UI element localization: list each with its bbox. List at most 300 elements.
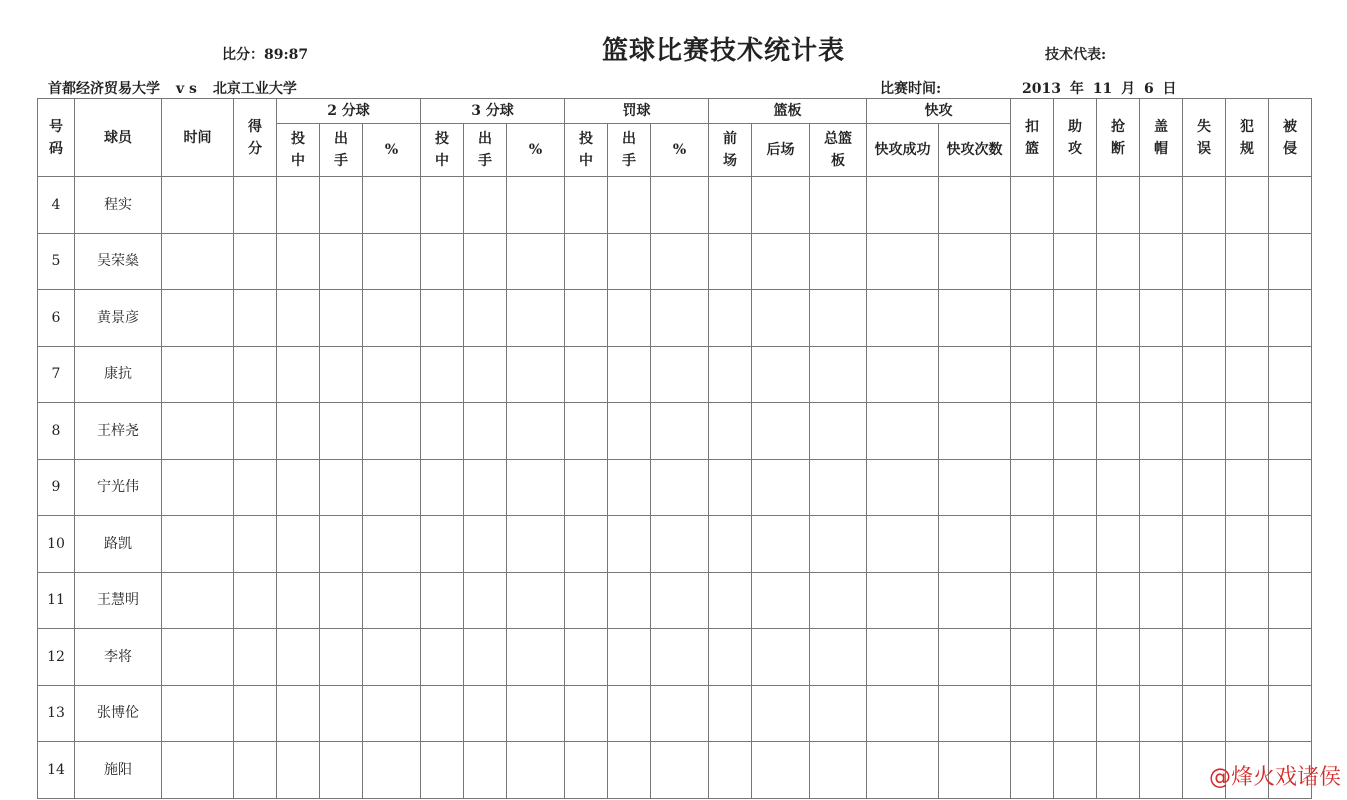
stat-cell[interactable]: [277, 290, 320, 347]
stat-cell[interactable]: [363, 516, 421, 573]
stat-cell[interactable]: [277, 742, 320, 799]
stat-cell[interactable]: [1140, 629, 1183, 686]
header-number: 号码: [38, 99, 75, 177]
stat-cell[interactable]: [867, 572, 939, 629]
stat-cell[interactable]: [1054, 403, 1097, 460]
stat-cell[interactable]: [810, 572, 867, 629]
header-points: 得分: [234, 99, 277, 177]
stat-cell[interactable]: [1140, 572, 1183, 629]
stat-cell[interactable]: [810, 685, 867, 742]
stat-cell[interactable]: [752, 629, 810, 686]
stat-cell[interactable]: [867, 516, 939, 573]
player-name: 王梓尧: [75, 403, 162, 460]
stat-cell[interactable]: [1054, 346, 1097, 403]
stat-cell[interactable]: [234, 177, 277, 234]
stat-cell[interactable]: [1011, 629, 1054, 686]
stat-cell[interactable]: [709, 742, 752, 799]
stat-cell[interactable]: [162, 685, 234, 742]
stat-cell[interactable]: [162, 290, 234, 347]
stat-cell[interactable]: [1226, 177, 1269, 234]
stat-cell[interactable]: [363, 403, 421, 460]
stat-cell[interactable]: [464, 233, 507, 290]
stat-cell[interactable]: [234, 629, 277, 686]
stat-cell[interactable]: [363, 685, 421, 742]
stat-cell[interactable]: [1269, 685, 1312, 742]
stat-cell[interactable]: [1054, 233, 1097, 290]
stat-cell[interactable]: [1011, 403, 1054, 460]
stat-cell[interactable]: [1011, 290, 1054, 347]
stat-cell[interactable]: [608, 346, 651, 403]
header-def-reb: 后场: [752, 124, 810, 177]
header-off-reb: 前场: [709, 124, 752, 177]
stat-cell[interactable]: [1097, 459, 1140, 516]
stat-cell[interactable]: [507, 403, 565, 460]
stat-cell[interactable]: [709, 629, 752, 686]
stat-cell[interactable]: [1011, 516, 1054, 573]
stat-cell[interactable]: [277, 177, 320, 234]
header-time: 时间: [162, 99, 234, 177]
stat-cell[interactable]: [421, 572, 464, 629]
stat-cell[interactable]: [1269, 629, 1312, 686]
stat-cell[interactable]: [363, 629, 421, 686]
stat-cell[interactable]: [1226, 233, 1269, 290]
stat-cell[interactable]: [464, 346, 507, 403]
stat-cell[interactable]: [320, 290, 363, 347]
stat-cell[interactable]: [651, 346, 709, 403]
stat-cell[interactable]: [810, 290, 867, 347]
stat-cell[interactable]: [1140, 233, 1183, 290]
stat-cell[interactable]: [939, 346, 1011, 403]
stat-cell[interactable]: [1183, 346, 1226, 403]
stat-cell[interactable]: [1011, 685, 1054, 742]
stat-cell[interactable]: [363, 742, 421, 799]
stat-cell[interactable]: [1269, 403, 1312, 460]
stat-cell[interactable]: [234, 516, 277, 573]
stat-cell[interactable]: [565, 459, 608, 516]
player-name: 李将: [75, 629, 162, 686]
stat-cell[interactable]: [752, 516, 810, 573]
header-player: 球员: [75, 99, 162, 177]
stat-cell[interactable]: [162, 516, 234, 573]
stat-cell[interactable]: [565, 685, 608, 742]
stat-cell[interactable]: [507, 572, 565, 629]
stat-cell[interactable]: [565, 403, 608, 460]
header-fouled: 被侵: [1269, 99, 1312, 177]
stat-cell[interactable]: [1226, 572, 1269, 629]
stat-cell[interactable]: [1269, 572, 1312, 629]
stat-cell[interactable]: [565, 233, 608, 290]
stat-cell[interactable]: [162, 629, 234, 686]
player-name: 黄景彦: [75, 290, 162, 347]
stat-cell[interactable]: [1183, 177, 1226, 234]
stat-cell[interactable]: [810, 233, 867, 290]
stat-cell[interactable]: [709, 346, 752, 403]
stat-cell[interactable]: [1011, 572, 1054, 629]
stat-cell[interactable]: [277, 459, 320, 516]
stat-cell[interactable]: [162, 177, 234, 234]
stat-cell[interactable]: [1011, 742, 1054, 799]
stat-cell[interactable]: [1226, 403, 1269, 460]
stat-cell[interactable]: [939, 459, 1011, 516]
player-number: 12: [38, 629, 75, 686]
stat-cell[interactable]: [1054, 516, 1097, 573]
stat-cell[interactable]: [709, 459, 752, 516]
team-b: 北京工业大学: [212, 81, 297, 97]
stat-cell[interactable]: [507, 629, 565, 686]
stat-cell[interactable]: [1183, 516, 1226, 573]
stat-cell[interactable]: [709, 233, 752, 290]
stat-cell[interactable]: [1140, 516, 1183, 573]
stat-cell[interactable]: [464, 685, 507, 742]
player-name: 王慧明: [75, 572, 162, 629]
player-number: 4: [38, 177, 75, 234]
header-3pt-attempt: 出手: [464, 124, 507, 177]
stat-cell[interactable]: [1097, 572, 1140, 629]
stat-cell[interactable]: [1183, 685, 1226, 742]
score-value: 89:87: [264, 47, 309, 63]
header-group-rebounds: 篮板: [709, 99, 867, 124]
stat-cell[interactable]: [939, 516, 1011, 573]
stat-cell[interactable]: [867, 290, 939, 347]
stat-cell[interactable]: [810, 459, 867, 516]
stat-cell[interactable]: [1097, 290, 1140, 347]
stat-cell[interactable]: [234, 233, 277, 290]
player-number: 8: [38, 403, 75, 460]
player-number: 13: [38, 685, 75, 742]
stat-cell[interactable]: [1269, 346, 1312, 403]
stat-cell[interactable]: [234, 742, 277, 799]
stat-cell[interactable]: [1054, 572, 1097, 629]
stat-cell[interactable]: [565, 516, 608, 573]
page-title: 篮球比赛技术统计表: [602, 36, 846, 66]
player-number: 10: [38, 516, 75, 573]
stat-cell[interactable]: [608, 177, 651, 234]
stat-cell[interactable]: [810, 177, 867, 234]
player-name: 程实: [75, 177, 162, 234]
stat-cell[interactable]: [320, 233, 363, 290]
score: [222, 44, 308, 64]
stat-cell[interactable]: [1183, 459, 1226, 516]
stat-cell[interactable]: [1140, 403, 1183, 460]
stat-cell[interactable]: [464, 403, 507, 460]
watermark: @烽火戏诸侯: [1208, 765, 1341, 790]
table-row: [38, 233, 1312, 290]
stat-cell[interactable]: [1226, 290, 1269, 347]
stat-cell[interactable]: [810, 742, 867, 799]
stat-cell[interactable]: [464, 629, 507, 686]
stat-cell[interactable]: [320, 685, 363, 742]
stat-cell[interactable]: [1011, 459, 1054, 516]
stat-cell[interactable]: [608, 516, 651, 573]
stat-cell[interactable]: [565, 742, 608, 799]
stat-cell[interactable]: [277, 516, 320, 573]
stat-cell[interactable]: [234, 290, 277, 347]
stat-cell[interactable]: [363, 177, 421, 234]
stat-cell[interactable]: [277, 572, 320, 629]
stat-cell[interactable]: [565, 629, 608, 686]
stat-cell[interactable]: [608, 572, 651, 629]
stat-cell[interactable]: [709, 177, 752, 234]
stat-cell[interactable]: [565, 290, 608, 347]
stat-cell[interactable]: [1140, 346, 1183, 403]
player-number: 14: [38, 742, 75, 799]
stat-cell[interactable]: [421, 459, 464, 516]
stat-cell[interactable]: [1226, 629, 1269, 686]
stat-cell[interactable]: [464, 459, 507, 516]
stat-cell[interactable]: [464, 290, 507, 347]
player-number: 5: [38, 233, 75, 290]
stat-cell[interactable]: [939, 177, 1011, 234]
stat-cell[interactable]: [320, 403, 363, 460]
stat-cell[interactable]: [1140, 742, 1183, 799]
stat-cell[interactable]: [421, 177, 464, 234]
stat-cell[interactable]: [234, 572, 277, 629]
stat-cell[interactable]: [363, 346, 421, 403]
stat-cell[interactable]: [651, 572, 709, 629]
stat-cell[interactable]: [608, 685, 651, 742]
stat-cell[interactable]: [1269, 177, 1312, 234]
stat-cell[interactable]: [608, 629, 651, 686]
stat-cell[interactable]: [1226, 685, 1269, 742]
stat-cell[interactable]: [1226, 516, 1269, 573]
stat-cell[interactable]: [709, 685, 752, 742]
stat-cell[interactable]: [363, 290, 421, 347]
stat-cell[interactable]: [709, 516, 752, 573]
stat-cell[interactable]: [1054, 685, 1097, 742]
stat-cell[interactable]: [608, 403, 651, 460]
stat-cell[interactable]: [709, 572, 752, 629]
stat-cell[interactable]: [939, 290, 1011, 347]
stat-cell[interactable]: [867, 459, 939, 516]
stat-cell[interactable]: [752, 685, 810, 742]
stat-cell[interactable]: [867, 403, 939, 460]
header-ft-made: 投中: [565, 124, 608, 177]
stat-cell[interactable]: [464, 742, 507, 799]
stat-cell[interactable]: [320, 516, 363, 573]
stat-cell[interactable]: [507, 516, 565, 573]
stat-cell[interactable]: [507, 459, 565, 516]
stat-cell[interactable]: [421, 290, 464, 347]
stat-cell[interactable]: [1097, 629, 1140, 686]
stat-cell[interactable]: [810, 516, 867, 573]
stat-cell[interactable]: [752, 290, 810, 347]
header-2pt-pct: %: [363, 124, 421, 177]
stat-cell[interactable]: [1183, 572, 1226, 629]
stat-cell[interactable]: [464, 177, 507, 234]
stat-cell[interactable]: [1183, 290, 1226, 347]
stat-cell[interactable]: [752, 177, 810, 234]
stat-cell[interactable]: [939, 629, 1011, 686]
table-row: [38, 177, 1312, 234]
stat-cell[interactable]: [1226, 346, 1269, 403]
stat-cell[interactable]: [867, 742, 939, 799]
stat-cell[interactable]: [1011, 233, 1054, 290]
stat-cell[interactable]: [867, 233, 939, 290]
stat-cell[interactable]: [277, 346, 320, 403]
stat-cell[interactable]: [162, 403, 234, 460]
stat-cell[interactable]: [421, 685, 464, 742]
stat-cell[interactable]: [320, 629, 363, 686]
technical-rep-label: 技术代表:: [1045, 47, 1107, 63]
stat-cell[interactable]: [421, 346, 464, 403]
stat-cell[interactable]: [162, 346, 234, 403]
stat-cell[interactable]: [939, 742, 1011, 799]
stat-cell[interactable]: [234, 403, 277, 460]
header-3pt-made: 投中: [421, 124, 464, 177]
stat-cell[interactable]: [363, 459, 421, 516]
stat-cell[interactable]: [810, 346, 867, 403]
header-foul: 犯规: [1226, 99, 1269, 177]
stat-cell[interactable]: [752, 459, 810, 516]
stat-cell[interactable]: [421, 403, 464, 460]
stat-cell[interactable]: [162, 742, 234, 799]
stat-cell[interactable]: [234, 685, 277, 742]
stat-cell[interactable]: [565, 346, 608, 403]
stat-cell[interactable]: [939, 403, 1011, 460]
stat-cell[interactable]: [234, 459, 277, 516]
stat-cell[interactable]: [1097, 233, 1140, 290]
stat-cell[interactable]: [810, 629, 867, 686]
stat-cell[interactable]: [162, 233, 234, 290]
stat-cell[interactable]: [1226, 459, 1269, 516]
stat-cell[interactable]: [1097, 177, 1140, 234]
stat-cell[interactable]: [651, 403, 709, 460]
stat-cell[interactable]: [565, 572, 608, 629]
stat-cell[interactable]: [1097, 742, 1140, 799]
stat-cell[interactable]: [320, 572, 363, 629]
stat-cell[interactable]: [277, 685, 320, 742]
stat-cell[interactable]: [651, 685, 709, 742]
stat-cell[interactable]: [810, 403, 867, 460]
stat-cell[interactable]: [709, 403, 752, 460]
stat-cell[interactable]: [752, 403, 810, 460]
stat-cell[interactable]: [752, 572, 810, 629]
stat-cell[interactable]: [752, 346, 810, 403]
stat-cell[interactable]: [867, 629, 939, 686]
stat-cell[interactable]: [1054, 290, 1097, 347]
stat-cell[interactable]: [507, 685, 565, 742]
stat-cell[interactable]: [320, 177, 363, 234]
stat-cell[interactable]: [651, 742, 709, 799]
stat-cell[interactable]: [320, 742, 363, 799]
score-label: 比分：: [222, 47, 264, 63]
stat-cell[interactable]: [277, 629, 320, 686]
stat-cell[interactable]: [651, 177, 709, 234]
stat-cell[interactable]: [867, 346, 939, 403]
stat-cell[interactable]: [507, 742, 565, 799]
stat-cell[interactable]: [1269, 290, 1312, 347]
stat-cell[interactable]: [507, 177, 565, 234]
stat-cell[interactable]: [320, 459, 363, 516]
stat-cell[interactable]: [1269, 459, 1312, 516]
stat-cell[interactable]: [1054, 177, 1097, 234]
vs-label: v s: [176, 81, 197, 97]
stat-cell[interactable]: [507, 290, 565, 347]
stat-cell[interactable]: [507, 346, 565, 403]
stat-cell[interactable]: [421, 233, 464, 290]
stat-cell[interactable]: [1097, 346, 1140, 403]
stat-cell[interactable]: [464, 516, 507, 573]
stat-cell[interactable]: [162, 459, 234, 516]
stat-cell[interactable]: [752, 742, 810, 799]
teams-line: [48, 78, 297, 98]
stat-cell[interactable]: [421, 742, 464, 799]
table-row: [38, 403, 1312, 460]
header-total-reb: 总篮板: [810, 124, 867, 177]
stat-cell[interactable]: [867, 685, 939, 742]
stat-cell[interactable]: [565, 177, 608, 234]
stat-cell[interactable]: [363, 572, 421, 629]
stat-cell[interactable]: [1140, 177, 1183, 234]
stat-cell[interactable]: [162, 572, 234, 629]
stat-cell[interactable]: [1097, 685, 1140, 742]
header-assist: 助攻: [1054, 99, 1097, 177]
stat-cell[interactable]: [277, 403, 320, 460]
header-fb-count: 快攻次数: [939, 124, 1011, 177]
stat-cell[interactable]: [1183, 629, 1226, 686]
stat-cell[interactable]: [464, 572, 507, 629]
stat-cell[interactable]: [939, 572, 1011, 629]
stat-cell[interactable]: [1054, 629, 1097, 686]
stat-cell[interactable]: [507, 233, 565, 290]
header-fb-success: 快攻成功: [867, 124, 939, 177]
stat-cell[interactable]: [608, 233, 651, 290]
stat-cell[interactable]: [752, 233, 810, 290]
stat-cell[interactable]: [1097, 403, 1140, 460]
stat-cell[interactable]: [1054, 459, 1097, 516]
stat-cell[interactable]: [709, 290, 752, 347]
stat-cell[interactable]: [1183, 233, 1226, 290]
stat-cell[interactable]: [939, 685, 1011, 742]
table-row: [38, 459, 1312, 516]
stat-cell[interactable]: [1140, 459, 1183, 516]
stat-cell[interactable]: [608, 742, 651, 799]
stat-cell[interactable]: [651, 290, 709, 347]
stat-cell[interactable]: [651, 233, 709, 290]
stats-table: [37, 98, 1312, 799]
stat-cell[interactable]: [421, 629, 464, 686]
header-ft-pct: %: [651, 124, 709, 177]
stat-cell[interactable]: [1269, 516, 1312, 573]
stat-cell[interactable]: [1011, 346, 1054, 403]
stat-cell[interactable]: [608, 290, 651, 347]
stat-cell[interactable]: [939, 233, 1011, 290]
stat-cell[interactable]: [421, 516, 464, 573]
stat-cell[interactable]: [1097, 516, 1140, 573]
match-date: 2013 年 11 月 6 日: [1022, 81, 1177, 97]
stat-cell[interactable]: [1054, 742, 1097, 799]
stat-cell[interactable]: [651, 459, 709, 516]
team-a: 首都经济贸易大学: [48, 81, 160, 97]
header-turnover: 失误: [1183, 99, 1226, 177]
header-ft-attempt: 出手: [608, 124, 651, 177]
stat-cell[interactable]: [1011, 177, 1054, 234]
stat-cell[interactable]: [1183, 403, 1226, 460]
stat-cell[interactable]: [867, 177, 939, 234]
stat-cell[interactable]: [277, 233, 320, 290]
header-3pt-pct: %: [507, 124, 565, 177]
stat-cell[interactable]: [234, 346, 277, 403]
header-steal: 抢断: [1097, 99, 1140, 177]
stat-cell[interactable]: [320, 346, 363, 403]
stat-cell[interactable]: [651, 516, 709, 573]
stat-cell[interactable]: [1140, 290, 1183, 347]
stat-cell[interactable]: [363, 233, 421, 290]
stat-cell[interactable]: [1140, 685, 1183, 742]
stat-cell[interactable]: [1269, 233, 1312, 290]
stat-cell[interactable]: [608, 459, 651, 516]
stat-cell[interactable]: [651, 629, 709, 686]
